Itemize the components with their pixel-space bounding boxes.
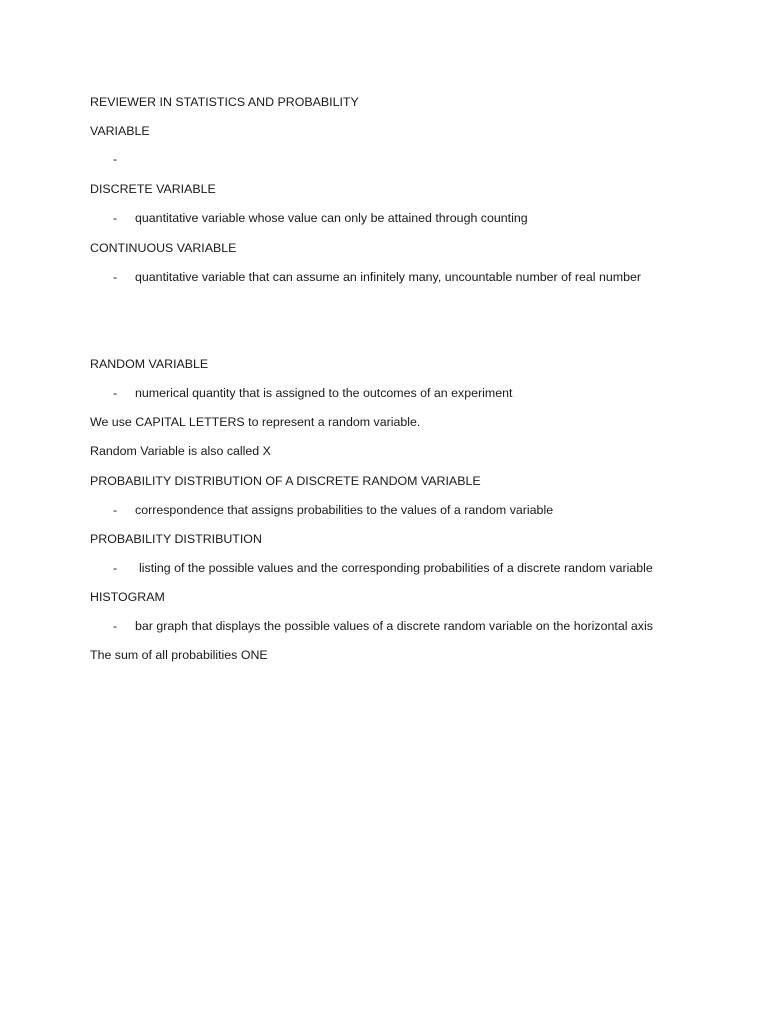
heading-probability-distribution: PROBABILITY DISTRIBUTION xyxy=(90,532,262,546)
bullet-text: bar graph that displays the possible values of a discrete random variable on the horizontal axis xyxy=(135,619,653,633)
bullet-marker: - xyxy=(113,152,118,166)
bullet-text: quantitative variable that can assume an infinitely many, uncountable number of real number xyxy=(135,270,642,284)
heading-variable: VARIABLE xyxy=(90,124,150,138)
bullet-marker: - xyxy=(113,211,118,225)
note-capital-letters: We use CAPITAL LETTERS to represent a random variable. xyxy=(90,415,421,429)
heading-continuous-variable: CONTINUOUS VARIABLE xyxy=(90,241,237,255)
bullet-text: numerical quantity that is assigned to the outcomes of an experiment xyxy=(135,386,513,400)
heading-histogram: HISTOGRAM xyxy=(90,590,165,604)
heading-discrete-variable: DISCRETE VARIABLE xyxy=(90,182,216,196)
bullet-marker: - xyxy=(113,619,118,633)
heading-probability-distribution-discrete: PROBABILITY DISTRIBUTION OF A DISCRETE RANDOM VARIABLE xyxy=(90,474,481,488)
bullet-marker: - xyxy=(113,561,118,575)
bullet-text: quantitative variable whose value can only be attained through counting xyxy=(135,211,528,225)
note-also-called: Random Variable is also called X xyxy=(90,444,271,458)
bullet-text: correspondence that assigns probabilities to the values of a random variable xyxy=(135,503,554,517)
bullet-marker: - xyxy=(113,503,118,517)
closing-note: The sum of all probabilities ONE xyxy=(90,648,268,662)
bullet-marker: - xyxy=(113,270,118,284)
document-title: REVIEWER IN STATISTICS AND PROBABILITY xyxy=(90,95,359,109)
heading-random-variable: RANDOM VARIABLE xyxy=(90,357,209,371)
bullet-text: listing of the possible values and the corresponding probabilities of a discrete random variable xyxy=(139,561,653,575)
bullet-marker: - xyxy=(113,386,118,400)
